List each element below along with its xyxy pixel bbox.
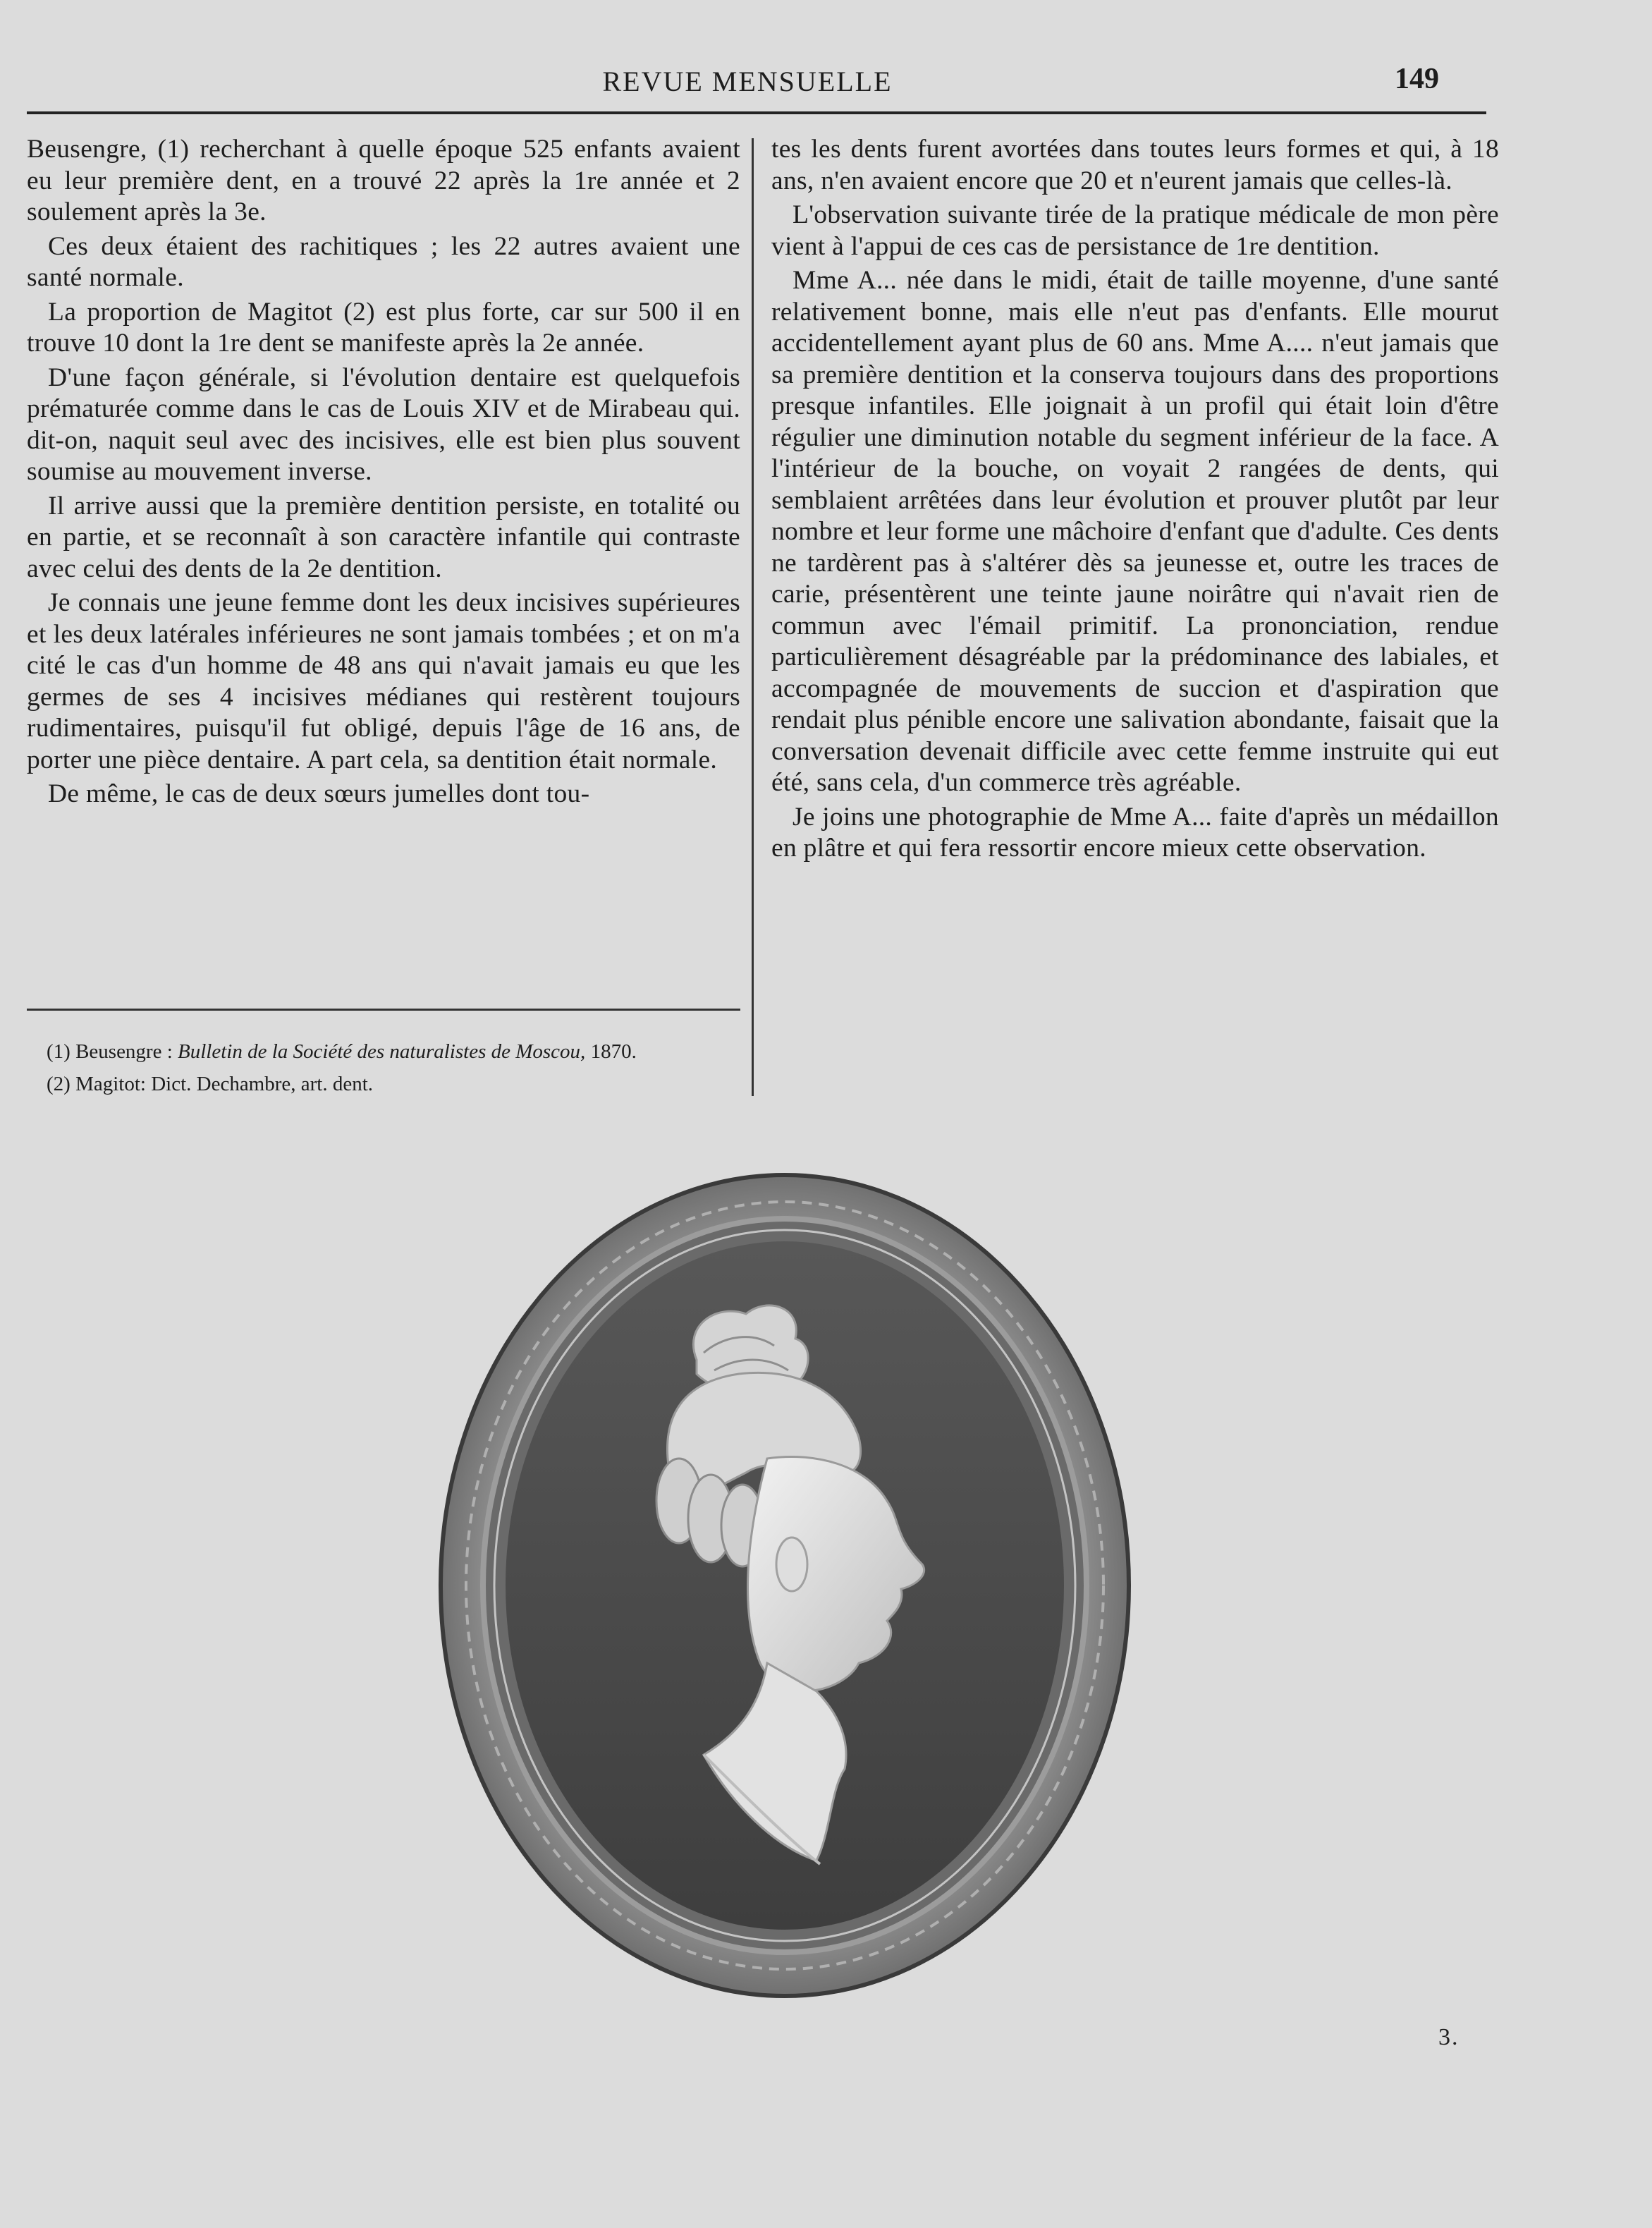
page-number: 149	[1395, 63, 1439, 95]
footnote-1	[27, 1035, 740, 1068]
paragraph: L'observation suivante tirée de la pratique médicale de mon père vient à l'appui de ces cas de persistance de 1re dentition.	[771, 200, 1499, 261]
footnotes	[27, 1035, 740, 1100]
paragraph: Mme A... née dans le midi, était de taille moyenne, d'une santé relativement bonne, mais elle n'eut pas d'enfants. Elle mourut accidentellement ayant plus de 60 ans. Mme A.... n'eut jamais que sa première dentition et la conserva toujours dans des proportions presque infantiles. Elle joignait à un profil qui était loin d'être régulier une diminution notable du segment inférieur de la face. A l'intérieur de la bouche, on voyait 2 rangées de dents, qui semblaient arrêtées dans leur évolution et prouver plutôt par leur nombre et leur forme une mâchoire d'enfant que d'adulte. Ces dents ne tardèrent pas à s'altérer dès sa jeunesse et, outre les traces de carie, présentèrent une teinte jaune noirâtre qui n'avait rien de commun avec l'émail primitif. La prononciation, rendue particulièrement désagréable par la prédominance des labiales, et accompagnée de mouvements de succion et d'aspiration que rendait plus pénible encore une salivation abondante, faisait que la conversation devenait difficile avec cette femme instruite qui eut été, sans cela, d'un commerce très agréable.	[771, 266, 1499, 797]
column-divider	[752, 138, 754, 1096]
paragraph: Je joins une photographie de Mme A... faite d'après un médaillon en plâtre et qui fera ressortir encore mieux cette observation.	[771, 802, 1499, 863]
paragraph: La proportion de Magitot (2) est plus forte, car sur 500 il en trouve 10 dont la 1re dent se manifeste après la 2e année.	[27, 297, 740, 358]
footnote-1-source: Bulletin de la Société des naturalistes de Moscou,	[178, 1040, 586, 1063]
right-column	[771, 134, 1499, 868]
footnote-2: (2) Magitot: Dict. Dechambre, art. dent.	[47, 1073, 374, 1095]
plaster-medallion-icon	[436, 1169, 1134, 2002]
paragraph: De même, le cas de deux sœurs jumelles dont tou-	[48, 779, 590, 808]
running-head	[0, 65, 1652, 107]
header-rule	[27, 111, 1486, 114]
footnote-rule	[27, 1009, 740, 1011]
paragraph: Il arrive aussi que la première dentition persiste, en totalité ou en partie, et se reconnaît à son caractère infantile qui contraste avec celui des dents de la 2e dentition.	[27, 491, 740, 583]
paragraph: Je connais une jeune femme dont les deux incisives supérieures et les deux latérales inférieures ne sont jamais tombées ; et on m'a cité le cas d'un homme de 48 ans qui n'avait jamais eu que les germes de ses 4 incisives médianes qui restèrent toujours rudimentaires, puisqu'il fut obligé, depuis l'âge de 16 ans, de porter une pièce dentaire. A part cela, sa dentition était normale.	[27, 588, 740, 774]
left-column	[27, 134, 740, 813]
paragraph: Beusengre, (1) recherchant à quelle époque 525 enfants avaient eu leur première dent, en a trouvé 22 après la 1re année et 2 soulement après la 3e.	[27, 135, 740, 226]
footnote-1-author: (1) Beusengre :	[47, 1040, 178, 1063]
medallion-photograph	[436, 1169, 1134, 2002]
footnote-1-year: 1870.	[585, 1040, 637, 1063]
paragraph: tes les dents furent avortées dans toutes leurs formes et qui, à 18 ans, n'en avaient encore que 20 et n'eurent jamais que celles-là.	[771, 135, 1499, 195]
running-title: REVUE MENSUELLE	[602, 66, 893, 97]
paragraph: D'une façon générale, si l'évolution dentaire est quelquefois prématurée comme dans le cas de Louis XIV et de Mirabeau qui. dit-on, naquit seul avec des incisives, elle est bien plus souvent soumise au mouvement inverse.	[27, 363, 740, 486]
paragraph: Ces deux étaient des rachitiques ; les 22 autres avaient une santé normale.	[27, 231, 740, 292]
signature-mark: 3.	[1438, 2024, 1460, 2050]
